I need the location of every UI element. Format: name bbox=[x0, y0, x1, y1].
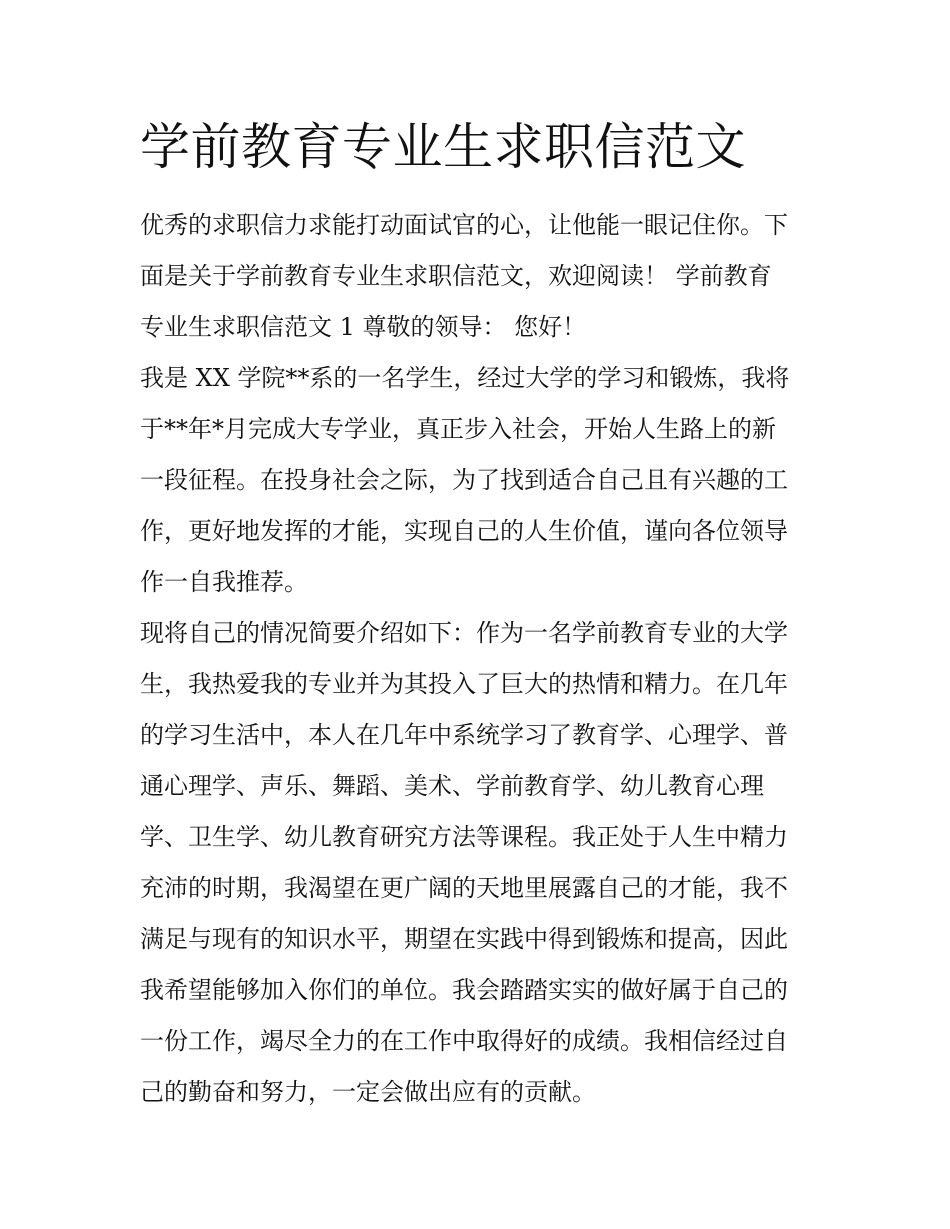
body-line-1: 优秀的求职信力求能打动面试官的心，让他能一眼记住你。下 bbox=[140, 211, 788, 239]
body-line-12: 通心理学、声乐、舞蹈、美术、学前教育学、幼儿教育心理 bbox=[140, 772, 764, 800]
body-line-17: 一份工作，竭尽全力的在工作中取得好的成绩。我相信经过自 bbox=[140, 1027, 788, 1055]
body-line-16: 我希望能够加入你们的单位。我会踏踏实实的做好属于自己的 bbox=[140, 976, 788, 1004]
body-line-8: 作一自我推荐。 bbox=[140, 568, 308, 596]
body-line-9: 现将自己的情况简要介绍如下：作为一名学前教育专业的大学 bbox=[140, 619, 788, 647]
body-line-5: 于**年*月完成大专学业，真正步入社会，开始人生路上的新 bbox=[140, 415, 776, 443]
document-body bbox=[140, 200, 815, 1118]
body-line-18: 己的勤奋和努力，一定会做出应有的贡献。 bbox=[140, 1078, 596, 1106]
document-title: 学前教育专业生求职信范文 bbox=[140, 118, 746, 176]
body-line-13: 学、卫生学、幼儿教育研究方法等课程。我正处于人生中精力 bbox=[140, 823, 788, 851]
body-line-10: 生，我热爱我的专业并为其投入了巨大的热情和精力。在几年 bbox=[140, 670, 788, 698]
body-line-3: 专业生求职信范文 1 尊敬的领导： 您好！ bbox=[140, 313, 587, 341]
body-line-4: 我是 XX 学院**系的一名学生，经过大学的学习和锻炼，我将 bbox=[140, 364, 790, 392]
body-line-6: 一段征程。在投身社会之际，为了找到适合自己且有兴趣的工 bbox=[140, 466, 788, 494]
body-line-2: 面是关于学前教育专业生求职信范文，欢迎阅读！ 学前教育 bbox=[140, 262, 772, 290]
body-line-14: 充沛的时期，我渴望在更广阔的天地里展露自己的才能，我不 bbox=[140, 874, 788, 902]
body-line-11: 的学习生活中，本人在几年中系统学习了教育学、心理学、普 bbox=[140, 721, 788, 749]
body-line-7: 作，更好地发挥的才能，实现自己的人生价值，谨向各位领导 bbox=[140, 517, 788, 545]
body-line-15: 满足与现有的知识水平，期望在实践中得到锻炼和提高，因此 bbox=[140, 925, 788, 953]
